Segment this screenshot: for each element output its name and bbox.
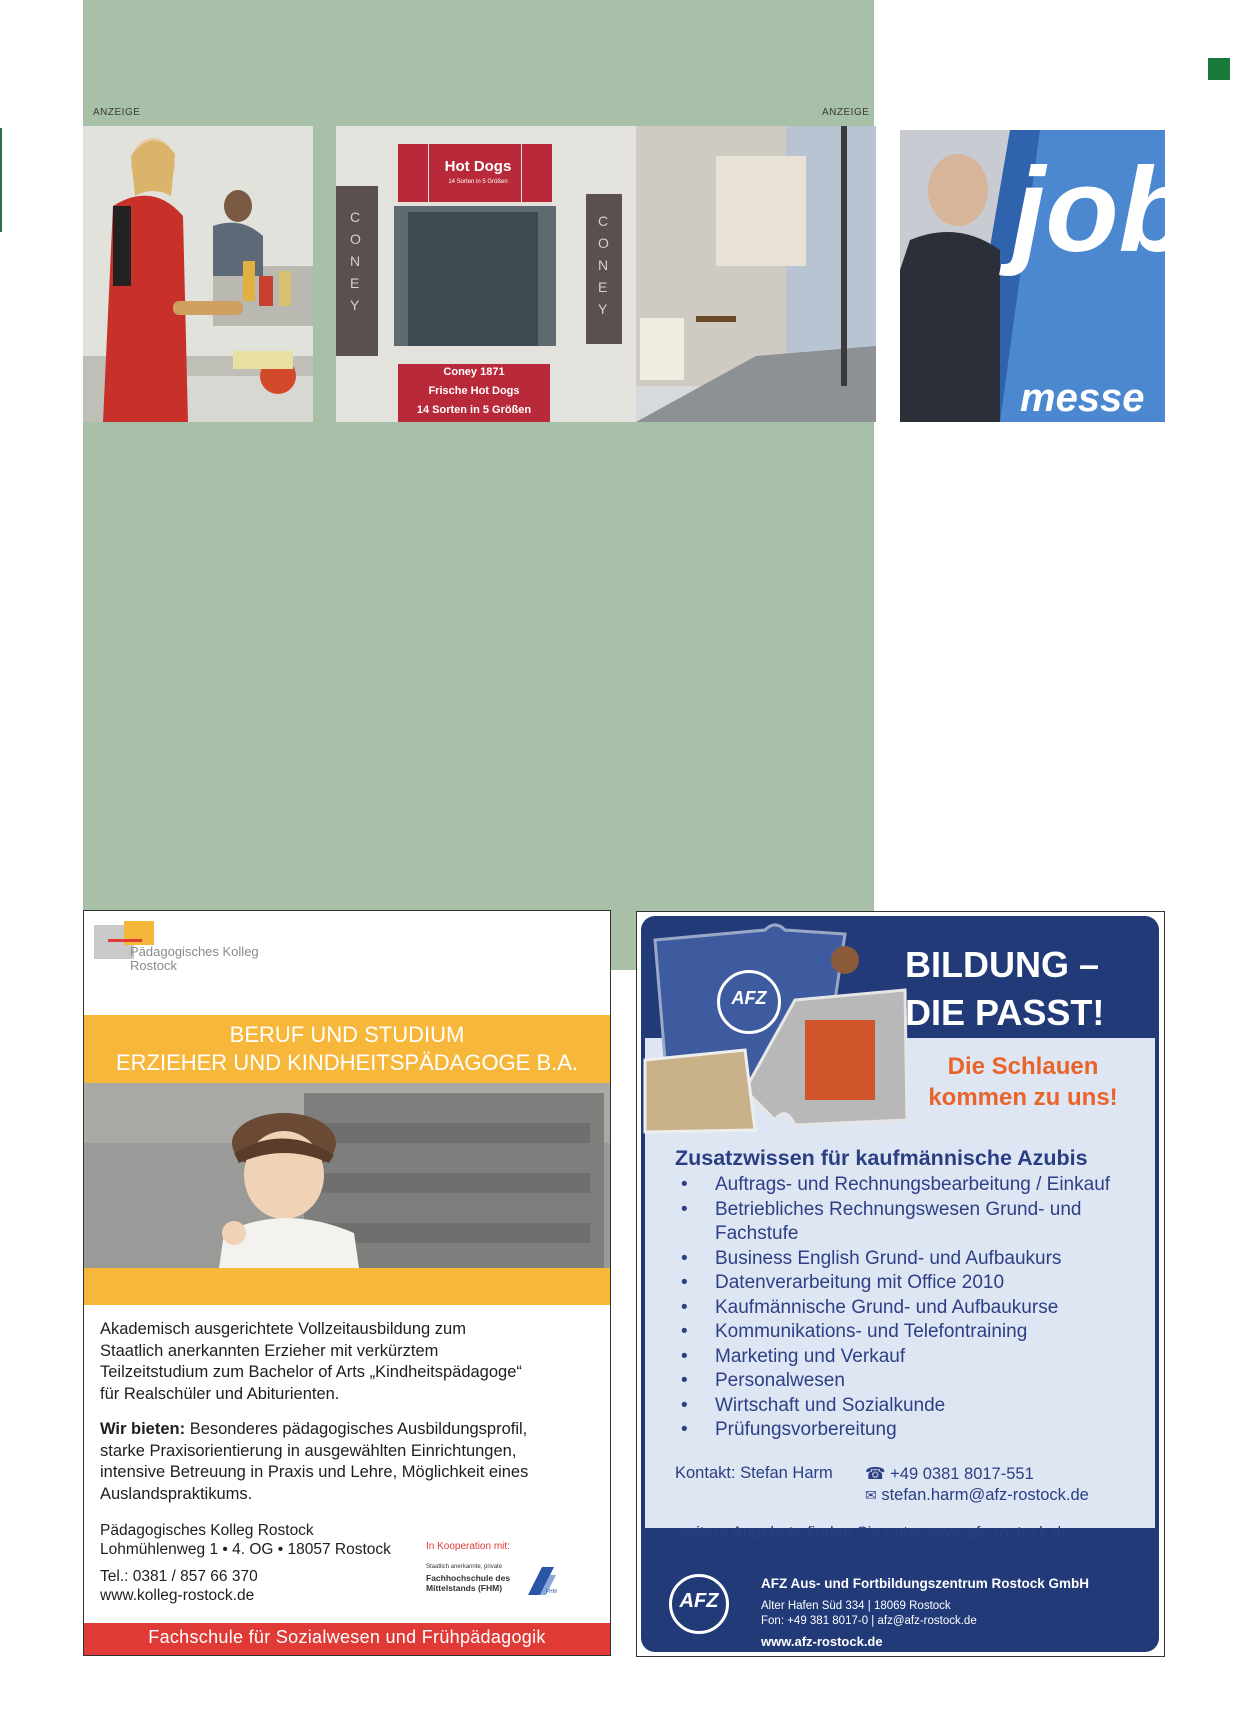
kolleg-coop-name-line: Mittelstands (FHM) [426,1583,503,1593]
kitchen-photo [83,126,313,422]
kolleg-body-line: für Realschüler und Abiturienten. [100,1384,340,1403]
coney-shop-photo [336,126,876,422]
afz-contact-label: Kontakt: Stefan Harm [675,1464,833,1482]
afz-course-item: Betriebliches Rechnungswesen Grund- und [715,1198,1082,1220]
kolleg-banner-line-2: ERZIEHER UND KINDHEITSPÄDAGOGE B.A. [115,1050,579,1075]
kolleg-coop-name-line: Fachhochschule des [426,1573,511,1583]
kolleg-footer-text: Fachschule für Sozialwesen und Frühpädagogik [148,1627,546,1647]
afz-advertisement [636,911,1165,1657]
kolleg-body-line: Akademisch ausgerichtete Vollzeitausbildung zum [100,1320,466,1338]
afz-contact-email-row [865,1486,1089,1505]
anzeige-label-left: ANZEIGE [93,107,141,118]
afz-course-item: Kommunikations- und Telefontraining [715,1321,1028,1342]
job-fair-photo [900,130,1192,422]
afz-list-title: Zusatzwissen für kaufmännische Azubis [675,1146,1088,1170]
kolleg-logo-red-bar [108,939,142,942]
afz-contact-email[interactable]: stefan.harm@afz-rostock.de [881,1486,1089,1504]
afz-sub-1: Die Schlauen [947,1053,1099,1080]
coney-banner-right: CONEY [598,213,609,317]
afz-headline-1: BILDUNG – [905,944,1100,985]
kolleg-address-name: Pädagogisches Kolleg Rostock [100,1522,314,1539]
step-text-2: Frische Hot Dogs [428,385,520,397]
afz-course-item: Prüfungsvorbereitung [715,1419,897,1440]
corner-marker-square [1208,58,1230,80]
left-edge-rule [0,128,2,232]
kolleg-web-link[interactable]: www.kolleg-rostock.de [100,1587,255,1604]
afz-course-item: Personalwesen [715,1370,845,1391]
fhm-logo-icon [524,1563,558,1597]
fhm-logo-text: FHM [546,1589,557,1595]
afz-footer-name: AFZ Aus- und Fortbildungszentrum Rostock GmbH [761,1576,1089,1591]
afz-footer-address: Alter Hafen Süd 334 | 18069 Rostock [761,1600,951,1612]
afz-course-item: Marketing und Verkauf [715,1345,906,1367]
afz-course-item: Auftrags- und Rechnungsbearbeitung / Einkauf [715,1174,1111,1195]
step-text-3: 14 Sorten in 5 Größen [416,404,532,416]
kolleg-banner-line-1: BERUF UND STUDIUM [229,1022,465,1047]
kolleg-offer-text [100,1419,600,1505]
person-cooking-icon [83,126,313,422]
kolleg-advertisement [83,910,611,1656]
kolleg-offer-line: Auslandspraktikums. [100,1484,253,1503]
mail-icon: ✉ [865,1487,877,1503]
afz-course-item: Business English Grund- und Aufbaukurs [715,1247,1062,1269]
puzzle-pieces-image [645,920,915,1135]
kolleg-offer-line: starke Praxisorientierung in ausgewählten Einrichtungen, [100,1441,517,1460]
kolleg-offer-line: intensive Betreuung in Praxis und Lehre, Möglichkeit eines [100,1463,529,1481]
afz-course-list: • Auftrags- und Rechnungsbearbeitung / Einkauf • Betriebliches Rechnungswesen Grund- und Fachstufe • Business English Grund- und Aufbaukurs • Datenverarbeitung mit Office 2010 • Kaufmännische Grund- und Aufbaukurse • Kommunikations- und Telefontraining • Marketing und Verkauf • Personalwesen • Wirtschaft und Sozialkunde • Prüfungsvorbereitung [681,1174,1111,1440]
afz-course-item: Datenverarbeitung mit Office 2010 [715,1272,1005,1293]
afz-sub-2: kommen zu uns! [928,1084,1118,1111]
kolleg-coop-name [426,1573,510,1593]
step-text-1: Coney 1871 [443,366,505,378]
afz-course-item: Wirtschaft und Sozialkunde [715,1394,946,1416]
afz-headline-2: DIE PASST! [905,992,1105,1033]
anzeige-label-right: ANZEIGE [822,107,870,118]
afz-more-offers[interactable]: weitere Angebote finden Sie unter www.afz-rostock.de [675,1524,1071,1542]
kolleg-coop-small: Staatlich anerkannte, private [426,1564,503,1570]
afz-contact-phone-row [865,1464,1034,1484]
job-word: job [1012,143,1192,277]
child-photo [84,1083,610,1268]
afz-course-item: Kaufmännische Grund- und Aufbaukurse [715,1296,1059,1318]
messe-word: messe [1020,376,1145,420]
kolleg-offer-line: Besonderes pädagogisches Ausbildungsprofil, [189,1420,528,1438]
kolleg-contact [100,1567,258,1605]
kolleg-address-street: Lohmühlenweg 1 • 4. OG • 18057 Rostock [100,1541,391,1558]
kolleg-phone: Tel.: 0381 / 857 66 370 [100,1568,258,1585]
kolleg-body-text [100,1319,600,1405]
kolleg-address [100,1521,391,1559]
kolleg-body-line: Staatlich anerkannten Erzieher mit verkürztem [100,1341,439,1360]
kolleg-body-line: Teilzeitstudium zum Bachelor of Arts „Kindheitspädagoge“ [100,1363,522,1381]
coney-banner-left: CONEY [350,209,361,313]
hot-dogs-sign: Hot Dogs [444,158,512,175]
phone-icon: ☎ [865,1465,886,1483]
afz-course-item: Fachstufe [715,1223,799,1244]
afz-footer-phone: Fon: +49 381 8017-0 | afz@afz-rostock.de [761,1615,977,1627]
hot-dogs-sign-small: 14 Sorten in 5 Größen [448,179,508,185]
kolleg-offer-bold: Wir bieten: [100,1420,186,1438]
kolleg-logo-text-1: Pädagogisches Kolleg [130,944,259,959]
afz-footer-web[interactable]: www.afz-rostock.de [761,1634,883,1649]
afz-puzzle-logo-text: AFZ [731,988,767,1008]
kolleg-logo-text-2: Rostock [130,958,177,973]
afz-footer-logo-text: AFZ [679,1590,719,1612]
afz-contact-phone: +49 0381 8017-551 [890,1465,1034,1483]
kolleg-coop-label: In Kooperation mit: [426,1541,510,1552]
